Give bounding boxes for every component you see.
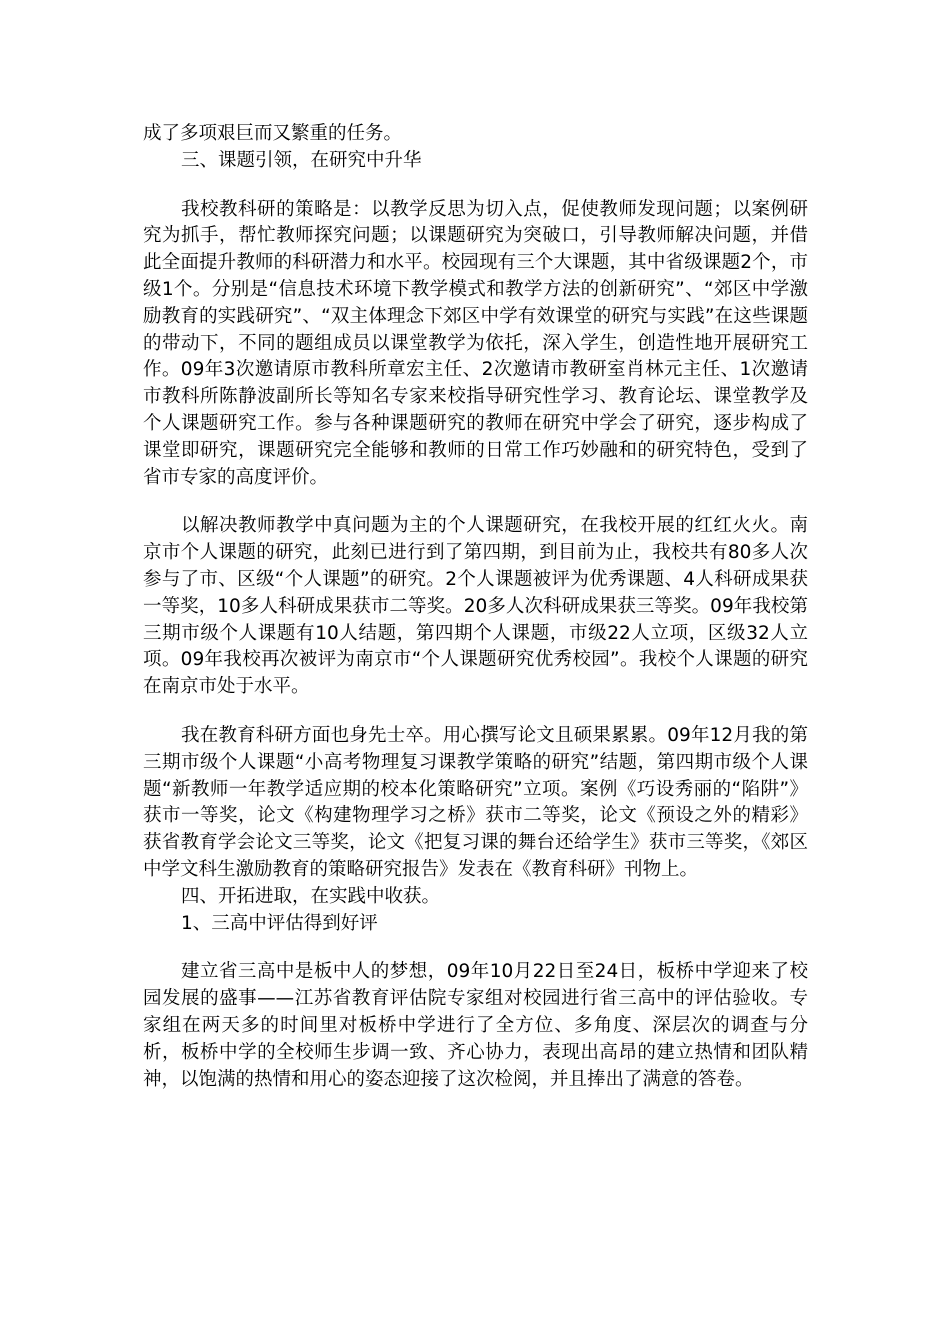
paragraph-evaluation: 建立省三高中是板中人的梦想，09年10月22日至24日，板桥中学迎来了校园发展的盛事——江苏省教育评估院专家组对校园进行省三高中的评估验收。专家组在两天多的时间里对板桥中学进行了全方位、多角度、深层次的调查与分析，板桥中学的全校师生步调一致、齐心协力，表现出高昂的建立热情和团队精神，以饱满的热情和用心的姿态迎接了这次检阅，并且捧出了满意的答卷。 (143, 961, 808, 1090)
paragraph-research-strategy: 我校教科研的策略是：以教学反思为切入点，促使教师发现问题；以案例研究为抓手，帮忙教师探究问题；以课题研究为突破口，引导教师解决问题，并借此全面提升教师的科研潜力和水平。校园现有三个大课题，其中省级课题2个，市级1个。分别是“信息技术环境下教学模式和教学方法的创新研究”、“郊区中学激励教育的实践研究”、“双主体理念下郊区中学有效课堂的研究与实践”在这些课题的带动下，不同的题组成员以课堂教学为依托，深入学生，创造性地开展研究工作。09年3次邀请原市教科所章宏主任、2次邀请市教研室肖林元主任、1次邀请市教科所陈静波副所长等知名专家来校指导研究性学习、教育论坛、课堂教学及个人课题研究工作。参与各种课题研究的教师在研究中学会了研究，逐步构成了课堂即研究，课题研究完全能够和教师的日常工作巧妙融和的研究特色，受到了省市专家的高度评价。 (143, 198, 808, 488)
paragraph-my-research: 我在教育科研方面也身先士卒。用心撰写论文且硕果累累。09年12月我的第三期市级个人课题“小高考物理复习课教学策略的研究”结题，第四期市级个人课题“新教师一年教学适应期的校本化策略研究”立项。案例《巧设秀丽的“陷阱”》获市一等奖，论文《构建物理学习之桥》获市二等奖，论文《预设之外的精彩》获省教育学会论文三等奖，论文《把复习课的舞台还给学生》获市三等奖，《郊区中学文科生激励教育的策略研究报告》发表在《教育科研》刊物上。 (143, 724, 808, 880)
subsection-heading-1: 1、三高中评估得到好评 (181, 912, 378, 934)
paragraph-continuation: 成了多项艰巨而又繁重的任务。 (143, 123, 403, 144)
paragraph-personal-projects: 以解决教师教学中真问题为主的个人课题研究，在我校开展的红红火火。南京市个人课题的研究，此刻已进行到了第四期，到目前为止，我校共有80多人次参与了市、区级“个人课题”的研究。2个人课题被评为优秀课题、4人科研成果获一等奖，10多人科研成果获市二等奖。20多人次科研成果获三等奖。09年我校第三期市级个人课题有10人结题，第四期个人课题，市级22人立项，区级32人立项。09年我校再次被评为南京市“个人课题研究优秀校园”。我校个人课题的研究在南京市处于水平。 (143, 515, 808, 698)
section-heading-4: 四、开拓进取，在实践中收获。 (181, 885, 441, 907)
section-heading-3: 三、课题引领，在研究中升华 (181, 149, 422, 171)
document-page (143, 121, 808, 1093)
